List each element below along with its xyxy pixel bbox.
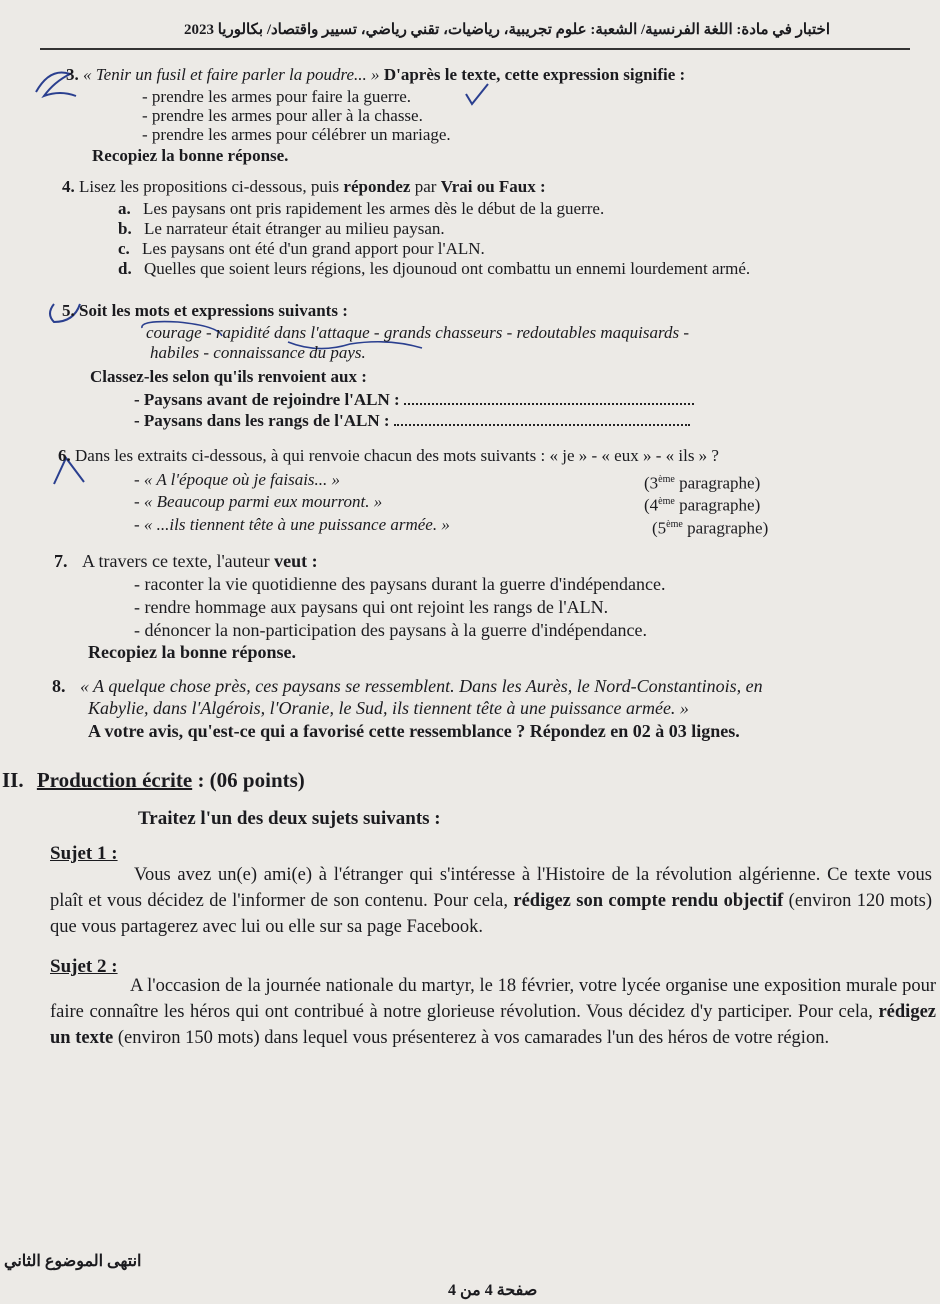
q6-number: 6. [58, 446, 71, 465]
q6-prompt: Dans les extraits ci-dessous, à qui renvoie chacun des mots suivants : « je » - « eux » - « ils » ? [75, 446, 719, 465]
q3-number: 3. [66, 65, 79, 84]
q7-number: 7. [54, 551, 68, 571]
q4-item [118, 198, 604, 219]
q4-item-letter: d. [118, 259, 132, 278]
q6-extract: - « ...ils tiennent tête à une puissance armée. » [134, 515, 450, 534]
sujet2-text [50, 973, 936, 1051]
q6-ref-rest: paragraphe) [674, 473, 761, 493]
sujet1-text-bold: rédigez son compte rendu objectif [513, 891, 784, 911]
q6-ref-rest: paragraphe) [682, 518, 769, 538]
q4-prompt-mid: par [414, 177, 437, 196]
q6-line [58, 445, 719, 466]
q4-item-text: Les paysans ont pris rapidement les armes dès le début de la guerre. [143, 199, 605, 218]
answer-dotted-line[interactable] [404, 389, 694, 405]
q3-quote: « Tenir un fusil et faire parler la poudre... » [83, 65, 380, 84]
q4-item-text: Les paysans ont été d'un grand apport pour l'ALN. [142, 239, 485, 258]
q4-item-letter: c. [118, 239, 130, 258]
q3-instruction: Recopiez la bonne réponse. [92, 146, 289, 165]
q5-number: 5. [62, 301, 75, 320]
q6-ref-sup: ème [658, 474, 675, 485]
section-points: : (06 points) [197, 768, 305, 792]
q6-ref-sup: ème [666, 519, 683, 530]
sujet1-label: Sujet 1 : [50, 843, 118, 864]
q8-number: 8. [52, 676, 66, 696]
section-title-text: Production écrite [36, 768, 193, 792]
q5-prompt: Soit les mots et expressions suivants : [79, 301, 348, 320]
q4-item-letter: a. [118, 199, 131, 218]
sujet2-label: Sujet 2 : [50, 956, 118, 977]
q8-line [52, 676, 763, 697]
q7-option: - rendre hommage aux paysans qui ont rejoint les rangs de l'ALN. [134, 597, 609, 617]
q7-option: - raconter la vie quotidienne des paysans durant la guerre d'indépendance. [134, 574, 666, 594]
q4-item-text: Le narrateur était étranger au milieu paysan. [143, 219, 445, 238]
q4-number: 4. [62, 177, 75, 196]
sujet2-text-bold: rédigez un texte [50, 1002, 936, 1048]
q4-item [118, 218, 445, 239]
section-roman: II. [2, 768, 24, 792]
answer-dotted-line[interactable] [394, 410, 690, 426]
q6-ref-rest: paragraphe) [674, 495, 761, 515]
q8-question [88, 721, 740, 742]
q4-item [118, 238, 485, 259]
q6-extract: - « Beaucoup parmi eux mourront. » [134, 492, 383, 511]
q4-prompt-end: Vrai ou Faux : [440, 177, 546, 196]
page-number: صفحة 4 من 4 [448, 1282, 538, 1299]
q5-category-label: - Paysans avant de rejoindre l'ALN : [134, 390, 400, 409]
q6-ref [644, 469, 760, 494]
q6-ref-num: (4 [644, 495, 659, 515]
q4-item [118, 258, 750, 279]
exam-header: اختبار في مادة: اللغة الفرنسية/ الشعبة: علوم تجريبية، رياضيات، تقني رياضي، تسيير واقتصاد/ بكالوريا 2023 [183, 22, 830, 38]
q7-prompt-start: A travers ce texte, l'auteur [82, 551, 270, 571]
q6-ref [652, 514, 768, 539]
q7-prompt-bold: veut : [274, 551, 318, 571]
sujet2-text-start: A l'occasion de la journée nationale du martyr, le 18 février, votre lycée organise une exposition murale pour faire connaître les héros qui ont contribué à notre glorieuse révolution. Vous décidez d'y participer. Pour cela, [50, 976, 936, 1022]
q6-ref [644, 491, 760, 516]
q7-line [54, 551, 318, 572]
q4-prompt-bold: répondez [343, 177, 411, 196]
q7-option: - dénoncer la non-participation des paysans à la guerre d'indépendance. [134, 620, 648, 640]
q3-prompt: D'après le texte, cette expression signifie : [383, 65, 686, 84]
q3-line [66, 64, 685, 85]
sujet1-text-start: Vous avez un(e) ami(e) à l'étranger qui s'intéresse à l'Histoire de la révolution algérienne. Ce texte vous plaît et vous décidez de l'informer de son contenu. Pour cela, [50, 865, 932, 911]
sujet1-text [50, 862, 932, 940]
sujet2-text-end: (environ 150 mots) dans lequel vous présenterez à vos camarades l'un des héros de votre région. [117, 1028, 830, 1048]
q5-words-line: habiles - connaissance du pays. [150, 343, 366, 362]
production-instruction: Traitez l'un des deux sujets suivants : [138, 808, 441, 829]
q6-extract: - « A l'époque où je faisais... » [134, 470, 341, 489]
section-title [2, 768, 305, 793]
q6-ref-sup: ème [658, 496, 675, 507]
q3-option: - prendre les armes pour faire la guerre. [142, 87, 412, 106]
q5-line [62, 300, 348, 321]
q4-prompt-start: Lisez les propositions ci-dessous, puis [79, 177, 340, 196]
sujet1-text-end: (environ 120 mots) que vous partagerez avec lui ou elle sur sa page Facebook. [50, 891, 933, 937]
q5-words-line: courage - rapidité dans l'attaque - grands chasseurs - redoutables maquisards - [146, 323, 690, 342]
q8-quote: « A quelque chose près, ces paysans se ressemblent. Dans les Aurès, le Nord-Constantinois, en [80, 676, 763, 696]
q8-question-start: A votre avis, qu'est-ce qui a favorisé cette ressemblance ? [88, 721, 526, 741]
check-mark-icon [462, 82, 492, 108]
q6-ref-num: (5 [652, 518, 667, 538]
q5-instruction: Classez-les selon qu'ils renvoient aux : [90, 367, 367, 386]
end-of-subject: انتهى الموضوع الثاني [4, 1253, 142, 1270]
q8-question-end: Répondez en 02 à 03 lignes. [529, 721, 740, 741]
q8-quote: Kabylie, dans l'Algérois, l'Oranie, le Sud, ils tiennent tête à une puissance armée. » [88, 698, 689, 718]
q3-option: - prendre les armes pour célébrer un mariage. [142, 125, 451, 144]
q4-item-text: Quelles que soient leurs régions, les djounoud ont combattu un ennemi lourdement armé. [143, 259, 751, 278]
q4-line [62, 176, 546, 197]
q5-category [134, 389, 694, 410]
q6-ref-num: (3 [644, 473, 659, 493]
q7-instruction: Recopiez la bonne réponse. [88, 642, 296, 662]
q4-item-letter: b. [118, 219, 132, 238]
header-divider [40, 48, 910, 50]
q5-category [134, 410, 690, 431]
q5-category-label: - Paysans dans les rangs de l'ALN : [134, 411, 390, 430]
q3-option: - prendre les armes pour aller à la chasse. [142, 106, 423, 125]
